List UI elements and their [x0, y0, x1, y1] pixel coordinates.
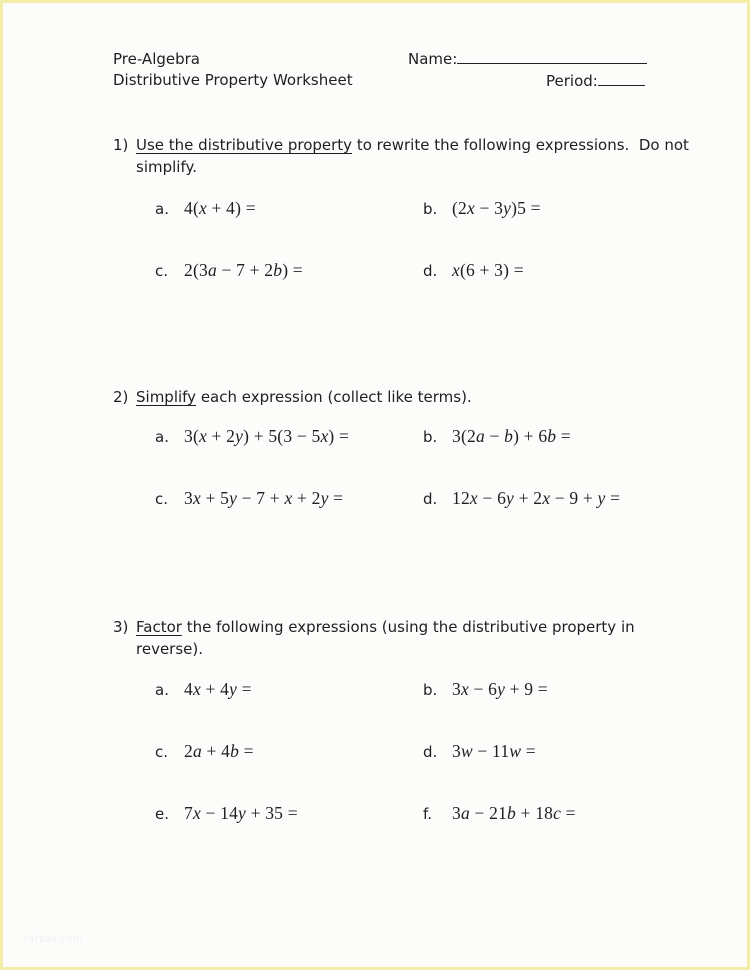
- name-field: [408, 49, 647, 70]
- problem-3e: [155, 803, 423, 824]
- course-title: Pre-Algebra: [113, 50, 200, 68]
- problem-3d-label: d.: [423, 743, 438, 761]
- section-3-row-3: [155, 803, 715, 824]
- problem-3a: [155, 679, 423, 700]
- problem-2d: [423, 488, 715, 509]
- problem-3a-label: a.: [155, 681, 169, 699]
- problem-1d: [423, 260, 715, 281]
- problem-3f: [423, 803, 715, 824]
- problem-3d-expression: 3w − 11w =: [452, 741, 536, 761]
- problem-3f-expression: 3a − 21b + 18c =: [452, 803, 576, 823]
- section-3-prompt-line2: reverse).: [136, 640, 204, 658]
- section-2-prompt-underlined: Simplify: [136, 388, 197, 406]
- period-label: Period:: [546, 72, 598, 90]
- problem-3e-expression: 7x − 14y + 35 =: [184, 803, 298, 823]
- problem-1b-label: b.: [423, 200, 438, 218]
- section-2-number: 2): [113, 388, 129, 406]
- section-1: [113, 134, 698, 178]
- problem-1c-label: c.: [155, 262, 169, 280]
- section-2-row-2: [155, 488, 715, 509]
- problem-2c: [155, 488, 423, 509]
- problem-2b-label: b.: [423, 428, 438, 446]
- section-3-row-1: [155, 679, 715, 700]
- period-field: [546, 71, 645, 92]
- section-3: [113, 616, 698, 660]
- section-2: [113, 386, 698, 408]
- problem-1b: [423, 198, 715, 219]
- section-2-prompt: [136, 386, 472, 408]
- problem-1b-expression: (2x − 3y)5 =: [452, 198, 541, 218]
- section-3-number: 3): [113, 618, 129, 636]
- problem-2c-expression: 3x + 5y − 7 + x + 2y =: [184, 488, 344, 508]
- section-3-prompt-rest: the following expressions (using the distributive property in: [181, 618, 635, 636]
- problem-2d-expression: 12x − 6y + 2x − 9 + y =: [452, 488, 621, 508]
- problem-3c-expression: 2a + 4b =: [184, 741, 254, 761]
- problem-3b: [423, 679, 715, 700]
- section-1-prompt-line2: simplify.: [136, 158, 197, 176]
- problem-1a-label: a.: [155, 200, 169, 218]
- problem-1c: [155, 260, 423, 281]
- problem-3a-expression: 4x + 4y =: [184, 679, 252, 699]
- problem-3b-expression: 3x − 6y + 9 =: [452, 679, 548, 699]
- problem-2a-label: a.: [155, 428, 169, 446]
- problem-1d-expression: x(6 + 3) =: [452, 260, 524, 280]
- section-3-prompt-underlined: Factor: [136, 618, 182, 636]
- name-blank-line: [457, 49, 647, 64]
- section-1-number: 1): [113, 136, 129, 154]
- problem-1a: [155, 198, 423, 219]
- worksheet-title: Distributive Property Worksheet: [113, 71, 353, 89]
- section-2-prompt-rest: each expression (collect like terms).: [196, 388, 472, 406]
- section-2-row-1: [155, 426, 715, 447]
- problem-3c: [155, 741, 423, 762]
- problem-3f-label: f.: [423, 805, 432, 823]
- problem-2b: [423, 426, 715, 447]
- section-3-row-2: [155, 741, 715, 762]
- problem-1a-expression: 4(x + 4) =: [184, 198, 256, 218]
- name-label: Name:: [408, 50, 458, 68]
- problem-3d: [423, 741, 715, 762]
- section-1-prompt-rest: to rewrite the following expressions. Do not: [352, 136, 689, 154]
- section-1-prompt-underlined: Use the distributive property: [136, 136, 353, 154]
- problem-2c-label: c.: [155, 490, 169, 508]
- problem-2a: [155, 426, 423, 447]
- problem-1c-expression: 2(3a − 7 + 2b) =: [184, 260, 303, 280]
- problem-3c-label: c.: [155, 743, 169, 761]
- section-3-prompt: [136, 616, 635, 660]
- section-1-row-1: [155, 198, 715, 219]
- problem-3e-label: e.: [155, 805, 169, 823]
- problem-1d-label: d.: [423, 262, 438, 280]
- problem-2d-label: d.: [423, 490, 438, 508]
- problem-2b-expression: 3(2a − b) + 6b =: [452, 426, 571, 446]
- watermark: ratbas.com: [24, 934, 83, 945]
- section-1-prompt: [136, 134, 689, 178]
- problem-3b-label: b.: [423, 681, 438, 699]
- problem-2a-expression: 3(x + 2y) + 5(3 − 5x) =: [184, 426, 350, 446]
- period-blank-line: [598, 71, 645, 86]
- section-1-row-2: [155, 260, 715, 281]
